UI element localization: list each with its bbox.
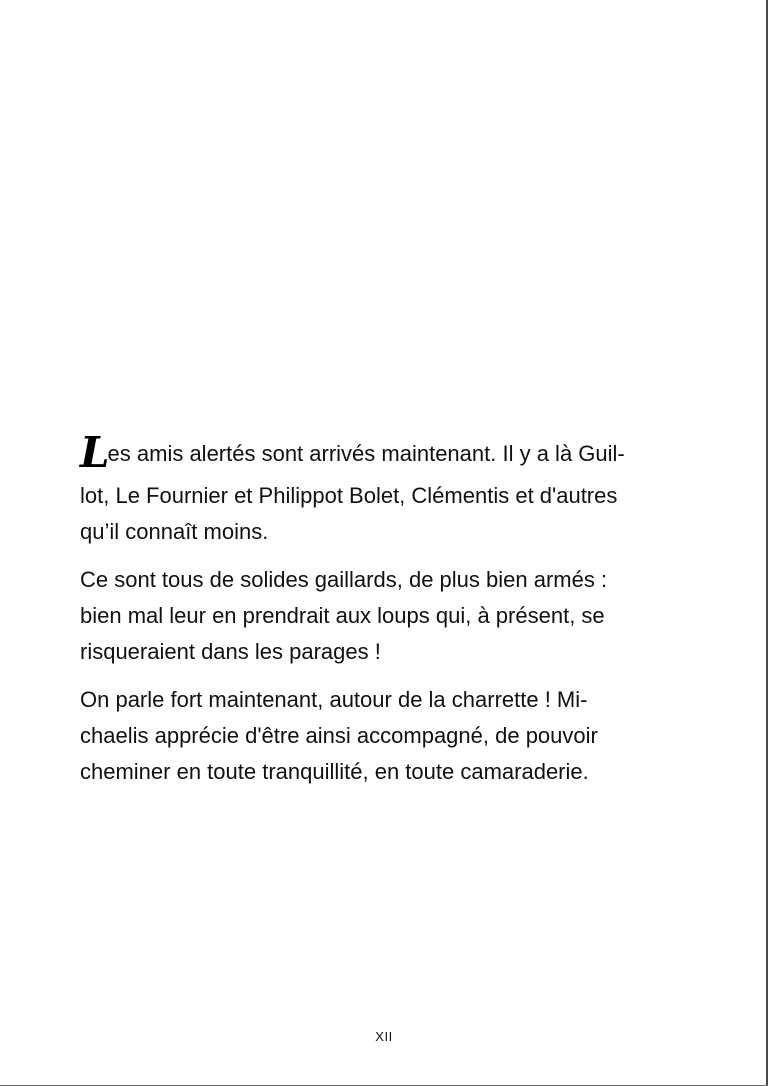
paragraph-spacing — [80, 550, 692, 562]
paragraph-2-line-2: bien mal leur en prendrait aux loups qui, à présent, se — [80, 603, 605, 628]
drop-cap: L — [80, 428, 108, 477]
paragraph-1 — [80, 430, 692, 550]
paragraph-1-line-2: lot, Le Fournier et Philippot Bolet, Clémentis et d'autres — [80, 483, 618, 508]
paragraph-3-line-1: On parle fort maintenant, autour de la charrette ! Mi- — [80, 687, 588, 712]
paragraph-1-line-1-text: es amis alertés sont arrivés maintenant. Il y a là Guil- — [107, 441, 625, 466]
paragraph-1-line-3: qu’il connaît moins. — [80, 519, 269, 544]
paragraph-2-line-3: risqueraient dans les parages ! — [80, 639, 381, 664]
page-number: XII — [375, 1029, 393, 1044]
paragraph-1-line-1 — [80, 430, 692, 478]
body-text — [80, 430, 692, 790]
paragraph-3-line-2: chaelis apprécie d'être ainsi accompagné, de pouvoir — [80, 723, 598, 748]
paragraph-3-line-3: cheminer en toute tranquillité, en toute camaraderie. — [80, 759, 589, 784]
paragraph-3 — [80, 682, 692, 790]
paragraph-2 — [80, 562, 692, 670]
paragraph-2-line-1: Ce sont tous de solides gaillards, de plus bien armés : — [80, 567, 608, 592]
paragraph-spacing — [80, 670, 692, 682]
